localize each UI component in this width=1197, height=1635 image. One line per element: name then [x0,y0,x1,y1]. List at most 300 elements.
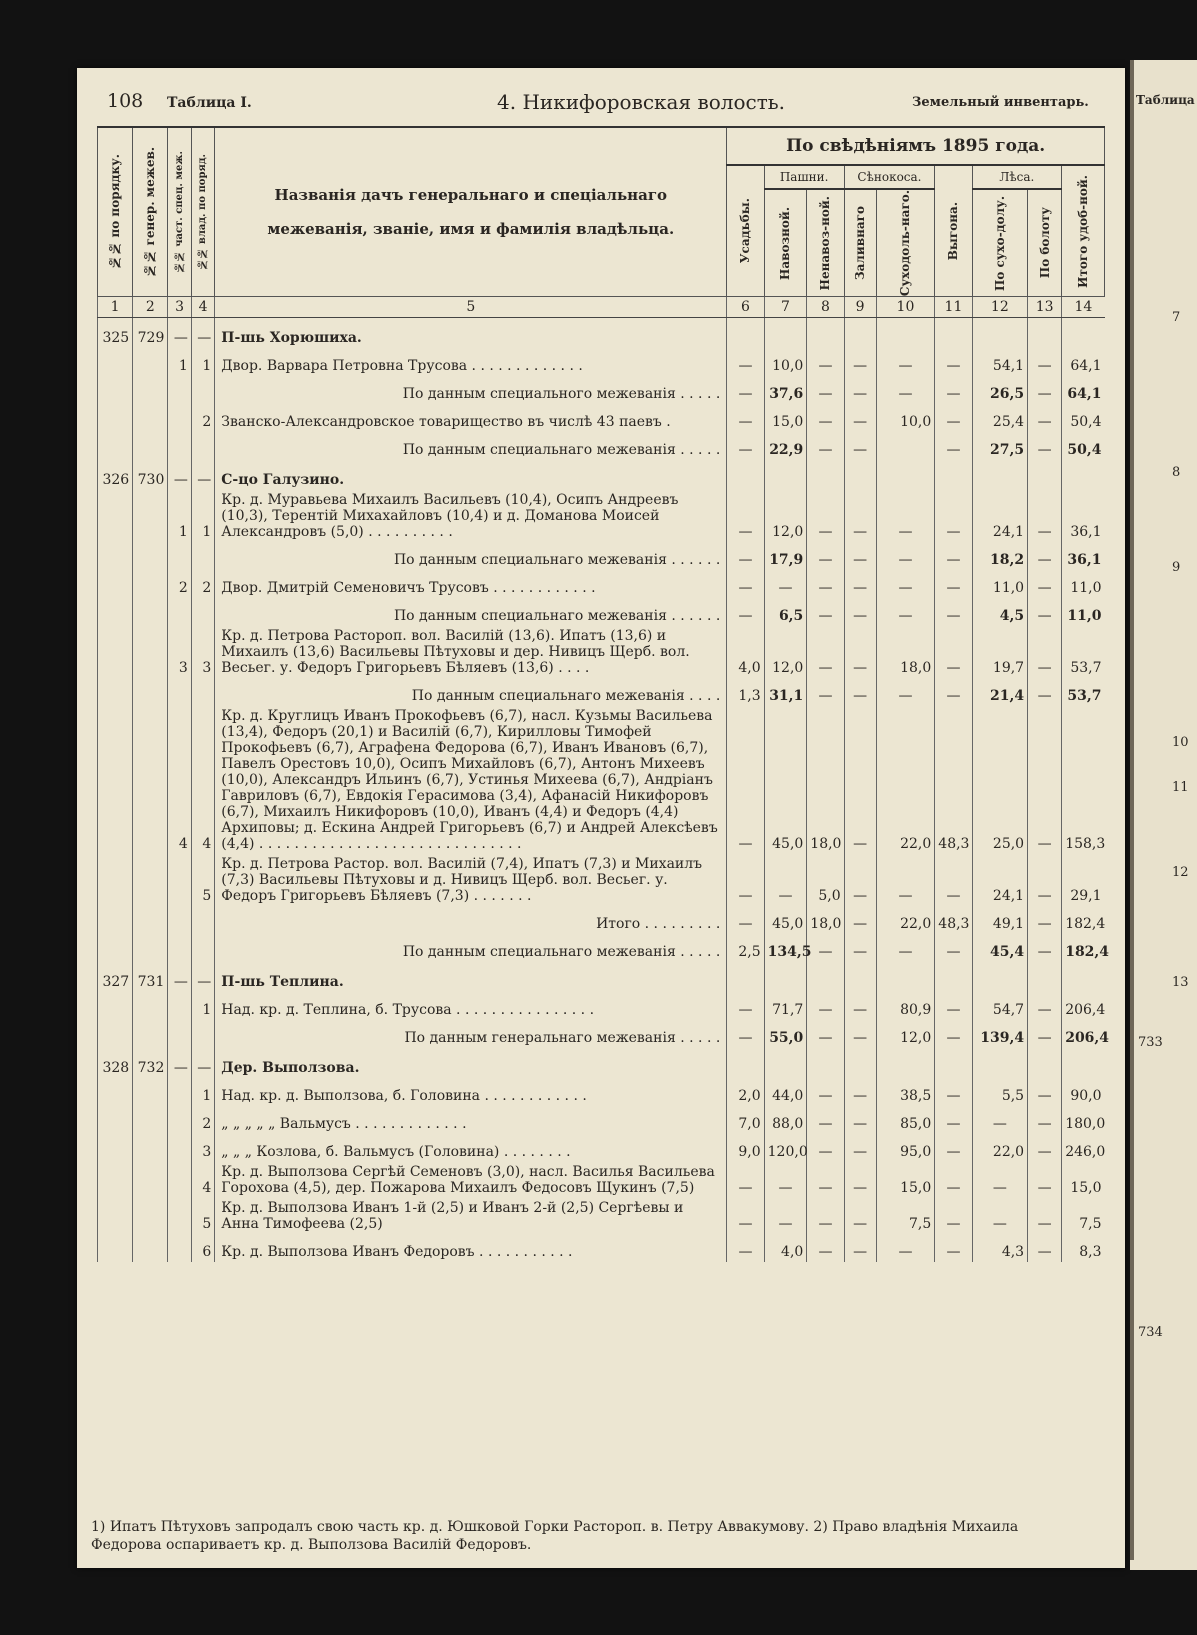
table-row [98,542,1105,570]
value-cell: — [935,992,972,1020]
table-row [98,1078,1105,1106]
row-index-b [133,432,168,460]
value-cell: — [1028,854,1062,906]
row-index-d: 5 [191,1198,214,1234]
value-cell [935,962,972,992]
row-description: По данным специальнаго межеванія . . . . . [215,934,727,962]
value-cell: — [1028,376,1062,404]
value-cell: — [844,490,876,542]
row-index-a [98,1234,133,1262]
value-cell [844,1048,876,1078]
value-cell: — [876,490,935,542]
value-cell: 4,0 [727,626,764,678]
table-row [98,348,1105,376]
value-cell [1062,962,1105,992]
row-index-d: 1 [191,348,214,376]
row-index-c [168,678,191,706]
value-cell: — [844,598,876,626]
value-cell: 19,7 [972,626,1027,678]
value-cell: 54,7 [972,992,1027,1020]
value-cell [807,962,844,992]
value-cell: 71,7 [764,992,807,1020]
value-cell: 7,5 [876,1198,935,1234]
row-index-d: 6 [191,1234,214,1262]
row-index-b [133,1078,168,1106]
value-cell: 15,0 [1062,1162,1105,1198]
row-description: „ „ „ Козлова, б. Вальмусъ (Головина) . . . . . . . . [215,1134,727,1162]
value-cell [935,460,972,490]
value-cell: — [844,542,876,570]
value-cell [1028,460,1062,490]
value-cell: 21,4 [972,678,1027,706]
value-cell [727,318,764,348]
row-index-a [98,1198,133,1234]
value-cell: — [807,992,844,1020]
value-cell: 18,0 [876,626,935,678]
value-cell: — [935,348,972,376]
row-index-b [133,570,168,598]
value-cell: 50,4 [1062,432,1105,460]
row-index-c [168,542,191,570]
row-index-a [98,1020,133,1048]
row-description: Кр. д. Выползова Иванъ 1-й (2,5) и Иванъ 2-й (2,5) Сергѣевы и Анна Тимофеева (2,5) [215,1198,727,1234]
table-row [98,1162,1105,1198]
row-index-a: 325 [98,318,133,348]
group-header: По свѣдѣніямъ 1895 года. [727,127,1105,165]
value-cell: — [727,376,764,404]
value-cell: — [935,1106,972,1134]
value-cell [807,318,844,348]
value-cell [764,460,807,490]
row-index-b [133,678,168,706]
value-cell: — [807,598,844,626]
row-index-d: 3 [191,1134,214,1162]
row-index-b [133,490,168,542]
row-index-d: — [191,318,214,348]
col-header-13: По болоту [1037,207,1052,279]
value-cell: — [876,376,935,404]
value-cell: 18,0 [807,706,844,854]
adjacent-number: 8 [1172,465,1181,480]
value-cell [876,318,935,348]
value-cell: — [727,854,764,906]
adjacent-page-edge [1130,60,1197,1570]
row-index-a [98,404,133,432]
value-cell: — [1028,992,1062,1020]
value-cell [727,460,764,490]
row-index-b: 731 [133,962,168,992]
value-cell: — [807,1134,844,1162]
table-row [98,490,1105,542]
value-cell: 18,0 [807,906,844,934]
value-cell: 36,1 [1062,542,1105,570]
value-cell: — [807,348,844,376]
row-index-b [133,626,168,678]
column-number: 6 [727,297,764,318]
row-index-c [168,906,191,934]
row-index-b [133,934,168,962]
row-description: Итого . . . . . . . . . [215,906,727,934]
value-cell: 11,0 [1062,570,1105,598]
value-cell: 134,5 [764,934,807,962]
row-index-b [133,542,168,570]
row-index-a [98,542,133,570]
row-index-c: 3 [168,626,191,678]
row-description: С-цо Галузино. [215,460,727,490]
table-row [98,854,1105,906]
value-cell: — [807,570,844,598]
value-cell: — [935,542,972,570]
value-cell: — [876,678,935,706]
value-cell [844,962,876,992]
row-index-d: 3 [191,626,214,678]
row-index-a: 326 [98,460,133,490]
page-edge-shadow [1130,60,1134,1560]
value-cell: — [844,934,876,962]
row-index-d: 5 [191,854,214,906]
value-cell: 180,0 [1062,1106,1105,1134]
value-cell: 24,1 [972,854,1027,906]
value-cell: — [972,1162,1027,1198]
table-row [98,1234,1105,1262]
row-description: По данным генеральнаго межеванія . . . . . [215,1020,727,1048]
row-description: П-шь Хорюшиха. [215,318,727,348]
value-cell: — [807,934,844,962]
value-cell: — [1028,490,1062,542]
row-index-b [133,598,168,626]
column-number: 8 [807,297,844,318]
value-cell: 120,0 [764,1134,807,1162]
value-cell: — [1028,404,1062,432]
pashni-header: Пашни. [764,165,844,189]
row-index-c [168,1078,191,1106]
land-inventory-table [97,126,1110,1262]
column-number: 7 [764,297,807,318]
row-index-c [168,854,191,906]
value-cell: 53,7 [1062,626,1105,678]
value-cell: — [935,570,972,598]
value-cell: — [1028,1020,1062,1048]
row-description: По данным специальнаго межеванія . . . . . . [215,542,727,570]
value-cell: — [935,376,972,404]
value-cell: — [972,1198,1027,1234]
table-row [98,934,1105,962]
value-cell: 24,1 [972,490,1027,542]
value-cell: 64,1 [1062,348,1105,376]
row-index-b: 732 [133,1048,168,1078]
value-cell: — [764,570,807,598]
value-cell: — [727,992,764,1020]
value-cell: — [935,854,972,906]
adjacent-number: 733 [1138,1035,1163,1050]
row-index-a [98,1162,133,1198]
value-cell: — [1028,1198,1062,1234]
value-cell: 22,0 [876,706,935,854]
row-description: Кр. д. Выползова Иванъ Федоровъ . . . . . . . . . . . [215,1234,727,1262]
page-number: 108 [107,90,144,112]
row-index-a [98,1106,133,1134]
value-cell: — [764,1198,807,1234]
col-header-4: №№ влад. по поряд. [197,154,209,270]
table-row [98,626,1105,678]
row-index-d: 1 [191,992,214,1020]
column-number: 12 [972,297,1027,318]
adjacent-number: 13 [1172,975,1189,990]
value-cell: 44,0 [764,1078,807,1106]
value-cell: — [1028,570,1062,598]
value-cell: — [1028,626,1062,678]
adjacent-table-label: Таблица [1136,93,1195,107]
value-cell: — [935,490,972,542]
column-number: 10 [876,297,935,318]
value-cell [764,962,807,992]
row-index-c: — [168,318,191,348]
row-index-d: 2 [191,404,214,432]
value-cell: — [807,432,844,460]
value-cell [1062,460,1105,490]
col-header-3: №№ част. спец. меж. [173,151,185,273]
value-cell [807,1048,844,1078]
adjacent-number: 12 [1172,865,1189,880]
value-cell: 53,7 [1062,678,1105,706]
row-description: Кр. д. Муравьева Михаилъ Васильевъ (10,4), Осипъ Андреевъ (10,3), Терентій Михахайловъ (10,4) и д. Доманова Моисей Александровъ (5,0) . . . . . . . . . . [215,490,727,542]
value-cell: 27,5 [972,432,1027,460]
row-index-d: 2 [191,1106,214,1134]
value-cell [1028,962,1062,992]
row-index-d: 4 [191,706,214,854]
row-index-c [168,934,191,962]
column-number: 1 [98,297,133,318]
value-cell: — [876,1234,935,1262]
value-cell [972,318,1027,348]
row-index-c [168,1134,191,1162]
row-index-b [133,1020,168,1048]
value-cell: 8,3 [1062,1234,1105,1262]
value-cell [727,1048,764,1078]
value-cell: 6,5 [764,598,807,626]
value-cell: 182,4 [1062,906,1105,934]
value-cell: — [972,1106,1027,1134]
table-row [98,460,1105,490]
value-cell [876,460,935,490]
value-cell: — [935,1020,972,1048]
row-index-c [168,1198,191,1234]
value-cell: — [1028,906,1062,934]
value-cell [1062,1048,1105,1078]
value-cell: — [935,598,972,626]
row-index-a [98,348,133,376]
value-cell: — [807,1162,844,1198]
value-cell: — [727,432,764,460]
row-index-a [98,598,133,626]
value-cell: — [727,1198,764,1234]
row-index-c: — [168,962,191,992]
row-description: Кр. д. Петрова Растороп. вол. Василій (13,6). Ипатъ (13,6) и Михаилъ (13,6) Васильевы Пѣтуховы и дер. Нивицъ Щерб. вол. Весьег. у. Федоръ Григорьевъ Бѣляевъ (13,6) . . . . [215,626,727,678]
column-number-row [98,297,1105,318]
row-index-d [191,598,214,626]
value-cell: — [844,626,876,678]
value-cell: — [844,1134,876,1162]
column-number: 2 [133,297,168,318]
row-index-a [98,432,133,460]
value-cell: — [807,626,844,678]
row-index-b [133,348,168,376]
table-row [98,1020,1105,1048]
value-cell [727,962,764,992]
row-index-c: 4 [168,706,191,854]
value-cell: 11,0 [972,570,1027,598]
row-description: Кр. д. Круглицъ Иванъ Прокофьевъ (6,7), насл. Кузьмы Васильева (13,4), Федоръ (20,1) и Василій (6,7), Кирилловы Тимофей Прокофьевъ (6,7), Аграфена Федорова (6,7), Иванъ Ивановъ (6,7), Павелъ Орестовъ 10,0), Осипъ Михайловъ (6,7), Антонъ Михеевъ (10,0), Александръ Ильинъ (6,7), Устинья Михеева (6,7), Андріанъ Гавриловъ (6,7), Евдокія Герасимова (3,4), Афанасій Никифоровъ (6,7), Михаилъ Никифоровъ (10,0), Иванъ (4,4) и Федоръ (4,4) Архиповы; д. Ескина Андрей Григорьевъ (6,7) и Андрей Алексѣевъ (4,4) . . . . . . . . . . . . . . . . . . . . . . . . . . . . . . [215,706,727,854]
row-index-c [168,376,191,404]
value-cell: — [844,1234,876,1262]
value-cell: — [764,1162,807,1198]
row-index-a [98,1134,133,1162]
value-cell: — [807,1234,844,1262]
value-cell: — [727,490,764,542]
value-cell [972,1048,1027,1078]
value-cell: 2,0 [727,1078,764,1106]
column-number: 13 [1028,297,1062,318]
row-description: Дер. Выползова. [215,1048,727,1078]
value-cell: — [844,1198,876,1234]
row-index-a: 327 [98,962,133,992]
value-cell: — [844,376,876,404]
table-row [98,1198,1105,1234]
column-number: 5 [215,297,727,318]
value-cell: — [844,906,876,934]
col-header-14: Итого удоб-ной. [1076,174,1091,288]
value-cell: 4,0 [764,1234,807,1262]
value-cell: — [935,1198,972,1234]
value-cell: — [1028,1134,1062,1162]
value-cell: 90,0 [1062,1078,1105,1106]
col-header-9: Заливнаго [853,206,868,281]
table-row [98,1106,1105,1134]
row-index-b: 730 [133,460,168,490]
row-description: Званско-Александровское товарищество въ числѣ 43 паевъ . [215,404,727,432]
value-cell: — [844,1162,876,1198]
value-cell: 95,0 [876,1134,935,1162]
row-description: „ „ „ „ „ Вальмусъ . . . . . . . . . . . . . [215,1106,727,1134]
value-cell: 88,0 [764,1106,807,1134]
value-cell [876,432,935,460]
row-index-a [98,706,133,854]
value-cell: 7,0 [727,1106,764,1134]
value-cell: — [1028,934,1062,962]
value-cell: — [727,906,764,934]
table-row [98,432,1105,460]
col-header-10: Суходоль-наго. [898,190,913,297]
col-header-2: №№ генер. межев. [143,146,158,278]
table-row [98,1134,1105,1162]
col-header-11: Выгона. [946,201,961,261]
value-cell: 12,0 [764,626,807,678]
row-index-b [133,1162,168,1198]
value-cell [972,460,1027,490]
value-cell [844,318,876,348]
value-cell: — [935,626,972,678]
row-description: По данным специальнаго межеванія . . . . . . [215,598,727,626]
lesa-header: Лѣса. [972,165,1062,189]
row-index-a [98,626,133,678]
row-index-b [133,1198,168,1234]
row-index-d [191,934,214,962]
value-cell: — [844,1106,876,1134]
footnote: 1) Ипатъ Пѣтуховъ запродалъ свою часть кр. д. Юшковой Горки Растороп. в. Петру Аввакумову. 2) Право владѣнія Михаила Федорова оспариваетъ кр. д. Выползова Василій Федоровъ. [91,1519,1019,1553]
row-index-d: 1 [191,1078,214,1106]
value-cell: 2,5 [727,934,764,962]
value-cell: — [935,432,972,460]
row-index-b [133,906,168,934]
row-index-a: 328 [98,1048,133,1078]
value-cell [1028,1048,1062,1078]
value-cell: — [807,678,844,706]
value-cell: — [1028,1162,1062,1198]
value-cell: — [727,598,764,626]
value-cell: 22,0 [876,906,935,934]
row-index-c [168,992,191,1020]
row-description: По данным специальнаго межеванія . . . . . [215,432,727,460]
col-header-1: №№ по порядку. [108,154,123,270]
row-index-a [98,906,133,934]
value-cell: 5,0 [807,854,844,906]
row-index-d: — [191,1048,214,1078]
value-cell: — [935,1134,972,1162]
row-index-b [133,854,168,906]
row-index-b [133,992,168,1020]
value-cell: — [876,934,935,962]
value-cell: 55,0 [764,1020,807,1048]
row-index-d [191,376,214,404]
value-cell: 206,4 [1062,1020,1105,1048]
value-cell: — [935,934,972,962]
row-index-c: 1 [168,348,191,376]
value-cell: — [1028,1106,1062,1134]
value-cell [1062,318,1105,348]
row-description: Кр. д. Петрова Растор. вол. Василій (7,4), Ипатъ (7,3) и Михаилъ (7,3) Васильевы Пѣтуховы и д. Нивицъ Щерб. вол. Весьег. у. Федоръ Григорьевъ Бѣляевъ (7,3) . . . . . . . [215,854,727,906]
value-cell: 29,1 [1062,854,1105,906]
adjacent-number: 11 [1172,780,1189,795]
row-index-a [98,992,133,1020]
table-row [98,318,1105,348]
value-cell: 206,4 [1062,992,1105,1020]
row-index-d [191,1020,214,1048]
value-cell: — [844,992,876,1020]
value-cell: — [807,1106,844,1134]
value-cell: 80,9 [876,992,935,1020]
row-index-c: 2 [168,570,191,598]
value-cell: — [876,854,935,906]
col-header-8: Ненавоз-ной. [818,195,833,291]
value-cell: 9,0 [727,1134,764,1162]
value-cell [972,962,1027,992]
table-row [98,376,1105,404]
value-cell: — [807,1078,844,1106]
value-cell: 4,5 [972,598,1027,626]
value-cell: — [876,348,935,376]
table-row [98,570,1105,598]
value-cell: 36,1 [1062,490,1105,542]
row-index-d: 4 [191,1162,214,1198]
page-title: 4. Никифоровская волость. [497,90,785,114]
row-index-d: — [191,460,214,490]
row-index-d: 2 [191,570,214,598]
row-index-b [133,1106,168,1134]
value-cell: — [807,376,844,404]
header-right: Земельный инвентарь. [912,95,1089,110]
row-description: Над. кр. д. Выползова, б. Головина . . . . . . . . . . . . [215,1078,727,1106]
value-cell: — [807,404,844,432]
